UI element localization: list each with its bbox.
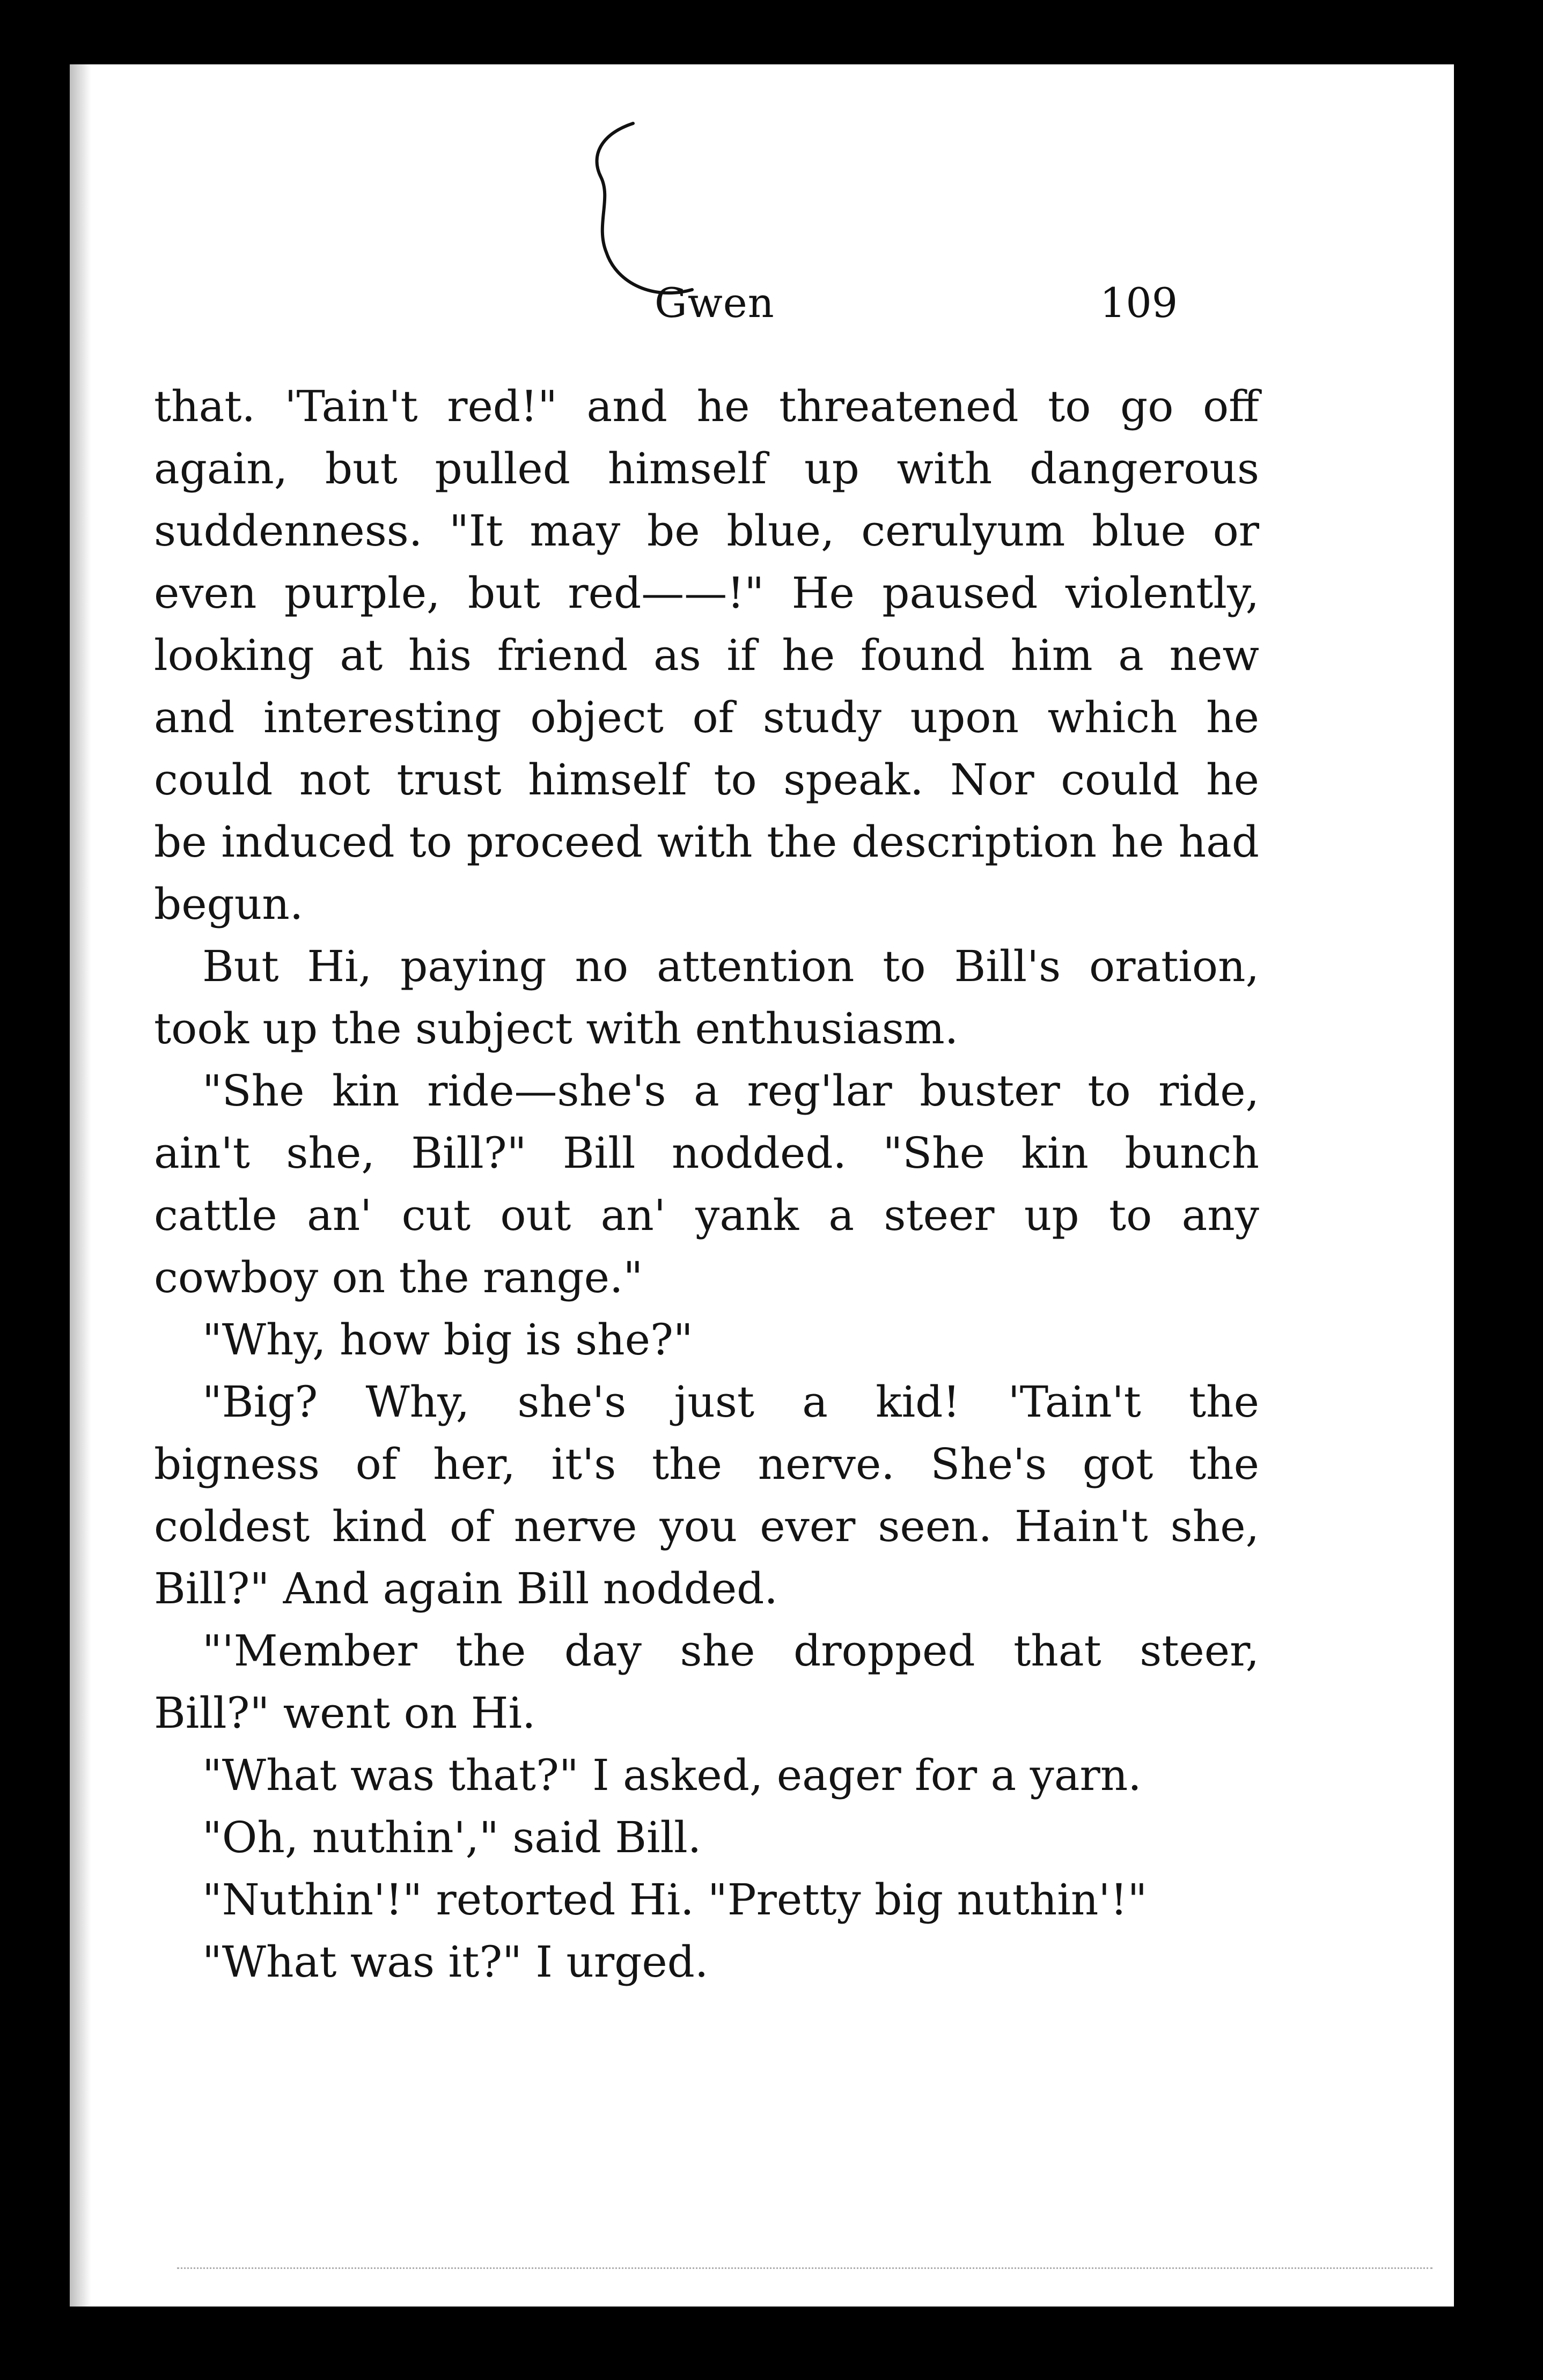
body-text [154,375,1259,1993]
text-line: bigness of her, it's the nerve. She's got the [154,1439,1259,1489]
text-line: could not trust himself to speak. Nor could he [154,755,1259,805]
text-line: even purple, but red——!" He paused violently, [154,568,1259,618]
text-line: "Big? Why, she's just a kid! 'Tain't the [202,1377,1259,1427]
text-line: "What was it?" I urged. [202,1937,709,1987]
scan-noise [177,2267,1432,2290]
text-line: looking at his friend as if he found him a new [154,630,1259,680]
book-page [70,64,1454,2307]
text-line: and interesting object of study upon which he [154,692,1259,742]
running-title: Gwen [655,279,775,327]
text-line: took up the subject with enthusiasm. [154,1004,959,1053]
text-line: suddenness. "It may be blue, cerulyum blue or [154,506,1259,556]
text-line: "'Member the day she dropped that steer, [202,1626,1259,1676]
text-line: "What was that?" I asked, eager for a yarn. [202,1750,1142,1800]
text-line: begun. [154,879,304,929]
text-line: "Why, how big is she?" [202,1315,693,1365]
text-line: Bill?" went on Hi. [154,1688,536,1738]
text-line: Bill?" And again Bill nodded. [154,1564,778,1613]
text-line: cowboy on the range." [154,1252,643,1302]
text-line: ain't she, Bill?" Bill nodded. "She kin bunch [154,1128,1259,1178]
text-line: But Hi, paying no attention to Bill's oration, [202,941,1259,991]
text-line: "Nuthin'!" retorted Hi. "Pretty big nuthin'!" [202,1875,1148,1925]
gutter-shadow [70,64,91,2307]
text-line: that. 'Tain't red!" and he threatened to go off [154,381,1259,431]
text-line: cattle an' cut out an' yank a steer up to any [154,1190,1259,1240]
text-line: "Oh, nuthin'," said Bill. [202,1812,702,1862]
text-line: be induced to proceed with the description he had [154,817,1259,867]
text-line: coldest kind of nerve you ever seen. Hain't she, [154,1501,1259,1551]
running-header [70,279,1454,343]
page-number: 109 [1100,279,1178,327]
text-line: again, but pulled himself up with dangerous [154,444,1259,493]
text-line: "She kin ride—she's a reg'lar buster to ride, [202,1066,1259,1116]
